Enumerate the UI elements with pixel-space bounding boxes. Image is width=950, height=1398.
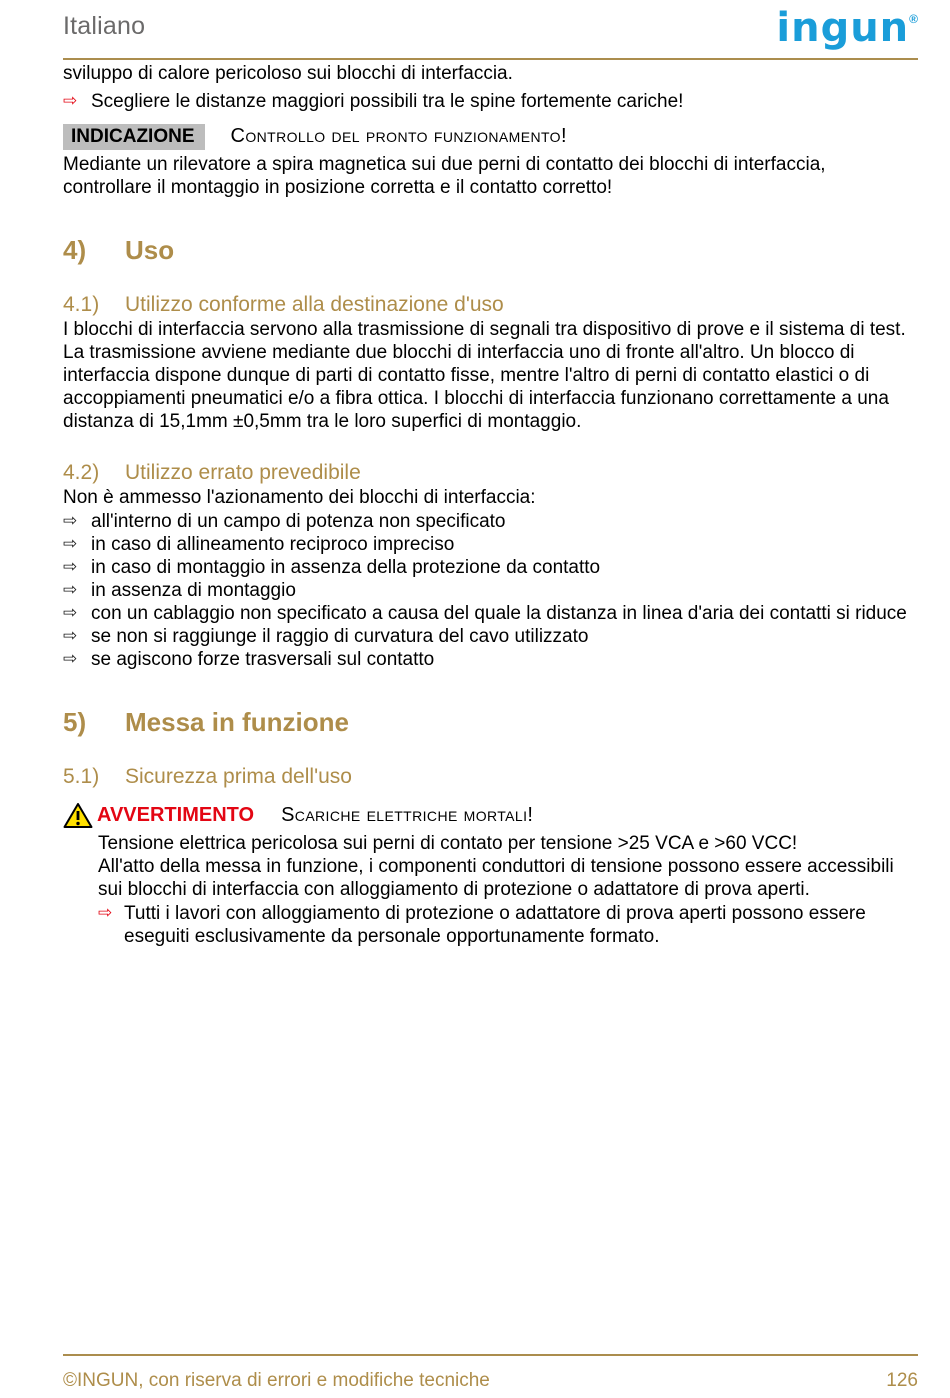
page-footer [63, 1354, 918, 1392]
intro-action-item [63, 90, 916, 113]
intro-line: sviluppo di calore pericoloso sui blocchi di interfaccia. [63, 63, 513, 84]
page-header [63, 5, 918, 60]
arrow-bullet-icon: ⇨ [63, 557, 78, 577]
registered-trademark-icon: ® [909, 12, 918, 26]
warning-line1: Tensione elettrica pericolosa sui perni di contato per tensione >25 VCA e >60 VCC! [98, 833, 798, 854]
section-title: Messa in funzione [125, 707, 349, 737]
list-item [63, 579, 916, 602]
intro-action-text: Scegliere le distanze maggiori possibili tra le spine fortemente cariche! [91, 91, 684, 112]
warning-header [63, 802, 916, 829]
list-item [63, 602, 916, 625]
notice-header [63, 124, 916, 150]
warning-label: AVVERTIMENTO [97, 804, 255, 826]
warning-body [98, 832, 916, 948]
section-title: Utilizzo conforme alla destinazione d'uso [125, 293, 504, 316]
warning-block [63, 802, 916, 948]
notice-title: Controllo del pronto funzionamento! [230, 125, 567, 147]
section-4-1-body: I blocchi di interfaccia servono alla trasmissione di segnali tra dispositivo di prove e il sistema di test. La trasmissione avviene mediante due blocchi di interfaccia uno di fronte all'altro. Un blocco di interfaccia dispone dunque di parti di contatto fisse, mentre l'altro di perni di contatto elastici o di accoppiamenti pneumatici e/o a fibra ottica. I blocchi di interfaccia funzionano correttamente a una distanza di 15,1mm ±0,5mm tra le loro superfici di montaggio. [63, 319, 906, 432]
arrow-bullet-icon: ⇨ [63, 580, 78, 600]
arrow-bullet-icon: ⇨ [63, 534, 78, 554]
section-4-2-heading [63, 460, 916, 485]
warning-title: Scariche elettriche mortali! [281, 804, 534, 826]
arrow-bullet-icon: ⇨ [63, 511, 78, 531]
section-number: 5.1) [63, 765, 100, 788]
warning-line2: All'atto della messa in funzione, i componenti conduttori di tensione possono essere accessibili sui blocchi di interfaccia con alloggiamento di protezione o adattatore di prova aperti. [98, 856, 894, 900]
section-title: Uso [125, 235, 175, 265]
section-5-1-heading [63, 764, 916, 789]
section-5-heading [63, 707, 916, 737]
list-item [63, 648, 916, 671]
footer-divider [63, 1354, 918, 1356]
arrow-bullet-icon: ⇨ [63, 603, 78, 623]
logo-text: ingun [776, 5, 910, 51]
copyright-text: ©INGUN, con riserva di errori e modifiche tecniche [63, 1370, 490, 1391]
list-item-text: in assenza di montaggio [91, 580, 296, 601]
arrow-bullet-icon: ⇨ [63, 91, 78, 111]
list-item [63, 510, 916, 533]
section-number: 5) [63, 707, 87, 737]
section-4-1-heading [63, 292, 916, 317]
ingun-logo [776, 5, 918, 51]
list-item [63, 556, 916, 579]
warning-action-item [98, 902, 916, 948]
arrow-bullet-icon: ⇨ [63, 626, 78, 646]
notice-badge: INDICAZIONE [63, 124, 205, 150]
list-item [63, 533, 916, 556]
section-title: Sicurezza prima dell'uso [125, 765, 352, 788]
section-4-heading [63, 235, 916, 265]
list-item-text: se non si raggiunge il raggio di curvatura del cavo utilizzato [91, 626, 589, 647]
list-item [63, 625, 916, 648]
section-4-2-intro: Non è ammesso l'azionamento dei blocchi di interfaccia: [63, 487, 536, 508]
section-number: 4) [63, 235, 87, 265]
list-item-text: se agiscono forze trasversali sul contatto [91, 649, 435, 670]
section-number: 4.2) [63, 461, 100, 484]
page-number: 126 [886, 1370, 918, 1391]
arrow-bullet-icon: ⇨ [98, 903, 113, 923]
language-label: Italiano [63, 12, 146, 40]
page-content [63, 62, 916, 948]
section-title: Utilizzo errato prevedibile [125, 461, 361, 484]
arrow-bullet-icon: ⇨ [63, 649, 78, 669]
list-item-text: all'interno di un campo di potenza non specificato [91, 511, 506, 532]
list-item-text: in caso di montaggio in assenza della protezione da contatto [91, 557, 601, 578]
list-item-text: in caso di allineamento reciproco impreciso [91, 534, 455, 555]
section-number: 4.1) [63, 293, 100, 316]
warning-action-text: Tutti i lavori con alloggiamento di protezione o adattatore di prova aperti possono essere eseguiti esclusivamente da personale opportunamente formato. [124, 903, 866, 947]
misuse-list [63, 510, 916, 671]
header-divider [63, 58, 918, 60]
notice-body: Mediante un rilevatore a spira magnetica sui due perni di contatto dei blocchi di interfaccia, controllare il montaggio in posizione corretta e il contatto corretto! [63, 154, 826, 198]
warning-triangle-icon [63, 802, 93, 829]
list-item-text: con un cablaggio non specificato a causa del quale la distanza in linea d'aria dei contatti si riduce [91, 603, 907, 624]
